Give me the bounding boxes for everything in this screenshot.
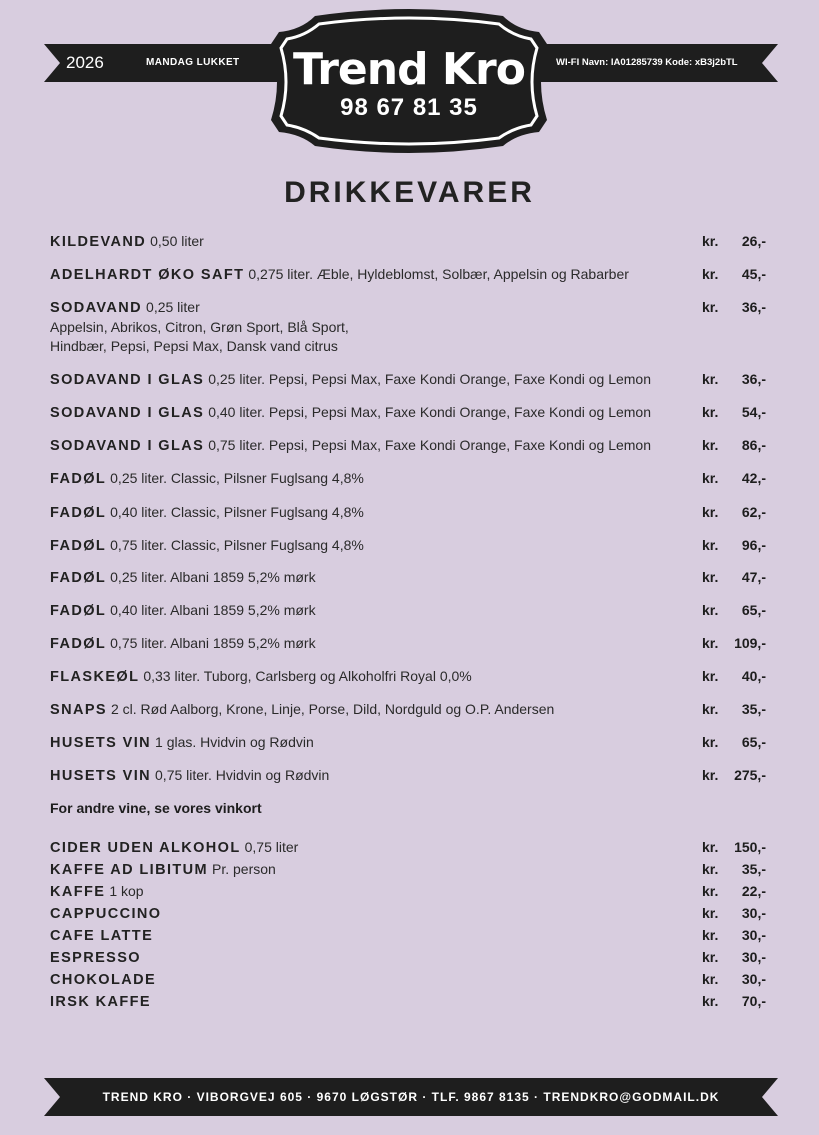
item-price: 45,- <box>741 266 766 282</box>
item-name: FADØL <box>50 471 107 487</box>
menu-item <box>50 970 768 990</box>
item-desc: 1 kop <box>109 883 144 899</box>
currency-label: kr. <box>702 927 719 943</box>
menu-item <box>50 469 768 489</box>
menu-item <box>50 882 768 902</box>
item-price: 275,- <box>734 767 766 783</box>
menu-item <box>50 436 768 456</box>
item-desc: 0,25 liter <box>146 299 200 315</box>
currency-label: kr. <box>702 993 719 1009</box>
menu-item <box>50 298 768 356</box>
item-price: 35,- <box>741 701 766 717</box>
item-desc: Pr. person <box>211 861 276 877</box>
currency-label: kr. <box>702 949 719 965</box>
logo-name: Trend Kro <box>293 44 525 95</box>
currency-label: kr. <box>702 504 719 520</box>
year-label: 2026 <box>66 53 104 72</box>
currency-label: kr. <box>702 404 719 420</box>
currency-label: kr. <box>702 971 719 987</box>
item-name: FADØL <box>50 538 107 554</box>
item-desc: 0,40 liter. Albani 1859 5,2% mørk <box>110 602 316 618</box>
item-price: 65,- <box>741 734 766 750</box>
logo-phone: 98 67 81 35 <box>340 94 478 121</box>
currency-label: kr. <box>702 537 719 553</box>
item-name: CHOKOLADE <box>50 972 157 988</box>
item-price: 96,- <box>741 537 766 553</box>
item-price: 109,- <box>734 635 766 651</box>
item-name: FADØL <box>50 570 107 586</box>
item-name: CIDER UDEN ALKOHOL <box>50 840 241 856</box>
item-name: SODAVAND <box>50 300 143 316</box>
item-name: FADØL <box>50 636 107 652</box>
currency-label: kr. <box>702 371 719 387</box>
currency-label: kr. <box>702 602 719 618</box>
currency-label: kr. <box>702 569 719 585</box>
item-name: KAFFE <box>50 884 106 900</box>
currency-label: kr. <box>702 668 719 684</box>
item-name: IRSK KAFFE <box>50 994 151 1010</box>
item-name: HUSETS VIN <box>50 768 152 784</box>
wifi-info: WI-FI Navn: IA01285739 Kode: xB3j2bTL <box>556 57 738 68</box>
menu-item <box>50 634 768 654</box>
menu-item <box>50 265 768 285</box>
footer-banner <box>44 1078 778 1116</box>
item-name: FADØL <box>50 505 107 521</box>
menu-item <box>50 860 768 880</box>
item-desc: 0,75 liter <box>244 839 299 855</box>
currency-label: kr. <box>702 635 719 651</box>
wine-note: For andre vine, se vores vinkort <box>50 800 262 816</box>
item-price: 30,- <box>741 971 766 987</box>
menu-item <box>50 904 768 924</box>
item-desc: 0,75 liter. Pepsi, Pepsi Max, Faxe Kondi Orange, Faxe Kondi og Lemon <box>208 437 652 453</box>
item-price: 22,- <box>741 883 766 899</box>
item-desc: 2 cl. Rød Aalborg, Krone, Linje, Porse, Dild, Nordguld og O.P. Andersen <box>110 701 555 717</box>
item-name: ADELHARDT ØKO SAFT <box>50 267 245 283</box>
item-desc: 0,33 liter. Tuborg, Carlsberg og Alkoholfri Royal 0,0% <box>143 668 472 684</box>
item-desc: 0,50 liter <box>150 233 204 249</box>
item-desc: 0,25 liter. Pepsi, Pepsi Max, Faxe Kondi Orange, Faxe Kondi og Lemon <box>208 371 652 387</box>
item-price: 150,- <box>734 839 766 855</box>
item-price: 42,- <box>741 470 766 486</box>
menu-item <box>50 992 768 1012</box>
item-price: 47,- <box>741 569 766 585</box>
menu-item <box>50 733 768 753</box>
item-desc: 0,75 liter. Classic, Pilsner Fuglsang 4,8% <box>110 537 364 553</box>
item-desc: 1 glas. Hvidvin og Rødvin <box>155 734 314 750</box>
menu-item <box>50 766 768 786</box>
currency-label: kr. <box>702 883 719 899</box>
item-desc: 0,75 liter. Albani 1859 5,2% mørk <box>110 635 316 651</box>
item-price: 86,- <box>741 437 766 453</box>
item-desc-line: Appelsin, Abrikos, Citron, Grøn Sport, Blå Sport, <box>50 319 349 335</box>
menu-item <box>50 948 768 968</box>
item-desc: 0,40 liter. Pepsi, Pepsi Max, Faxe Kondi Orange, Faxe Kondi og Lemon <box>208 404 652 420</box>
menu-item <box>50 370 768 390</box>
item-name: ESPRESSO <box>50 950 141 966</box>
item-desc-line: Hindbær, Pepsi, Pepsi Max, Dansk vand citrus <box>50 338 338 354</box>
item-price: 26,- <box>741 233 766 249</box>
item-name: KILDEVAND <box>50 234 147 250</box>
menu-item <box>50 700 768 720</box>
menu-item <box>50 232 768 252</box>
currency-label: kr. <box>702 470 719 486</box>
menu-item <box>50 568 768 588</box>
item-name: KAFFE AD LIBITUM <box>50 862 208 878</box>
menu-item <box>50 667 768 687</box>
item-desc: 0,75 liter. Hvidvin og Rødvin <box>155 767 330 783</box>
item-price: 70,- <box>741 993 766 1009</box>
currency-label: kr. <box>702 701 719 717</box>
currency-label: kr. <box>702 905 719 921</box>
item-name: HUSETS VIN <box>50 735 152 751</box>
item-name: FADØL <box>50 603 107 619</box>
logo <box>265 8 553 154</box>
item-desc: 0,25 liter. Albani 1859 5,2% mørk <box>110 569 316 585</box>
item-name: SODAVAND I GLAS <box>50 438 205 454</box>
item-price: 36,- <box>741 371 766 387</box>
item-price: 65,- <box>741 602 766 618</box>
menu-item <box>50 838 768 858</box>
item-price: 35,- <box>741 861 766 877</box>
item-name: SODAVAND I GLAS <box>50 405 205 421</box>
item-price: 36,- <box>741 299 766 315</box>
currency-label: kr. <box>702 734 719 750</box>
currency-label: kr. <box>702 233 719 249</box>
item-name: FLASKEØL <box>50 669 140 685</box>
item-price: 40,- <box>741 668 766 684</box>
menu-item <box>50 926 768 946</box>
item-desc: 0,25 liter. Classic, Pilsner Fuglsang 4,8% <box>110 470 364 486</box>
item-name: SODAVAND I GLAS <box>50 372 205 388</box>
item-price: 30,- <box>741 905 766 921</box>
item-price: 54,- <box>741 404 766 420</box>
menu-item <box>50 403 768 423</box>
item-price: 62,- <box>741 504 766 520</box>
closed-notice: MANDAG LUKKET <box>146 57 240 68</box>
currency-label: kr. <box>702 839 719 855</box>
currency-label: kr. <box>702 861 719 877</box>
item-price: 30,- <box>741 949 766 965</box>
item-name: CAPPUCCINO <box>50 906 162 922</box>
menu-item <box>50 503 768 523</box>
menu-item <box>50 601 768 621</box>
item-name: SNAPS <box>50 702 107 718</box>
item-price: 30,- <box>741 927 766 943</box>
currency-label: kr. <box>702 266 719 282</box>
page-title: DRIKKEVARER <box>284 176 535 209</box>
menu-item <box>50 536 768 556</box>
currency-label: kr. <box>702 767 719 783</box>
currency-label: kr. <box>702 437 719 453</box>
item-name: CAFE LATTE <box>50 928 154 944</box>
footer-contact: TREND KRO · VIBORGVEJ 605 · 9670 LØGSTØR · TLF. 9867 8135 · TRENDKRO@GODMAIL.DK <box>102 1090 720 1104</box>
item-desc: 0,275 liter. Æble, Hyldeblomst, Solbær, Appelsin og Rabarber <box>248 266 629 282</box>
currency-label: kr. <box>702 299 719 315</box>
item-desc: 0,40 liter. Classic, Pilsner Fuglsang 4,8% <box>110 504 364 520</box>
